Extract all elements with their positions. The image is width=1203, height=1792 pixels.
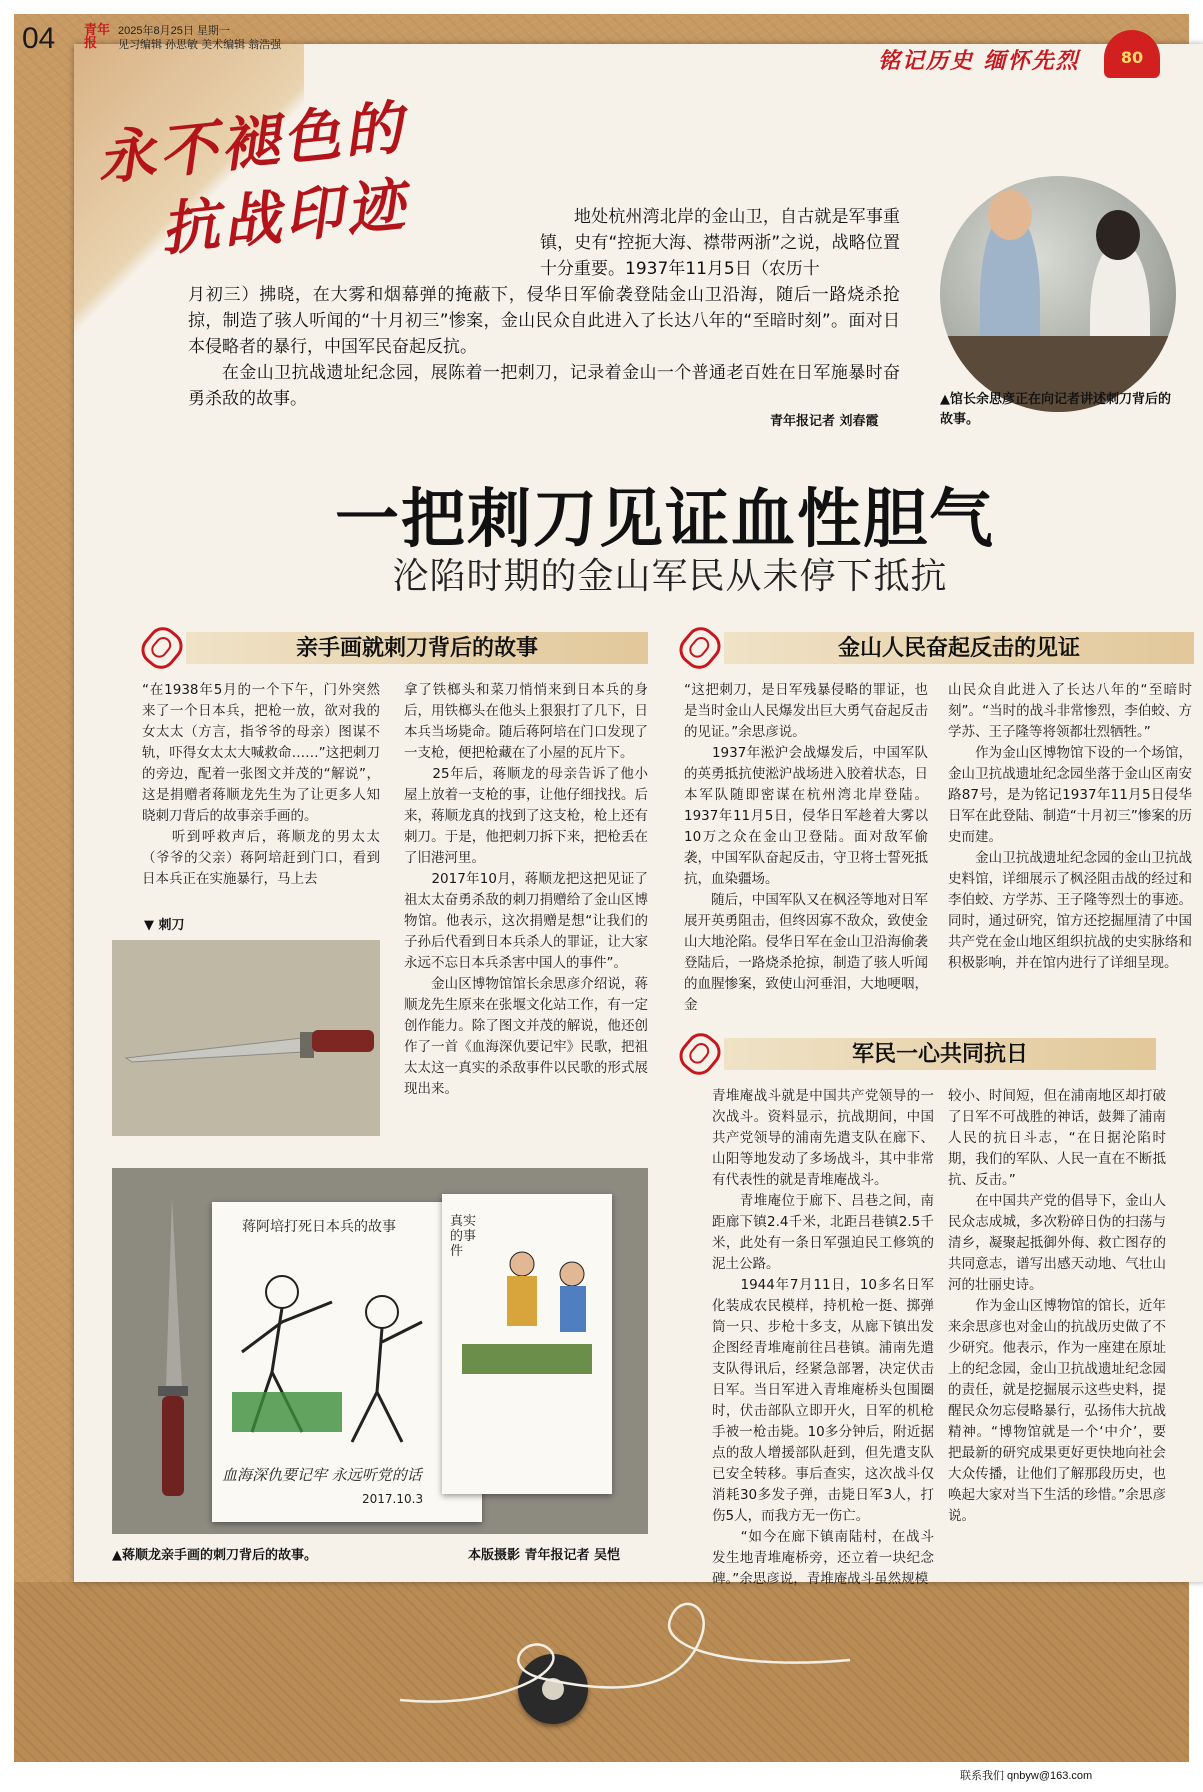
drawing-right-sheet [442, 1194, 612, 1494]
section3-column2: 较小、时间短，但在浦南地区却打破了日军不可战胜的神话，鼓舞了浦南人民的抗日斗志，“在日据沦陷时期，我们的军队、人民一直在不断抵抗、反击。” 在中国共产党的倡导下，金山人民众志成城，多次粉碎日伪的扫荡与清乡，凝聚起抵御外侮、救亡图存的共同意志，谱写出感天动地、气壮山河的壮丽史诗。 作为金山区博物馆的馆长，近年来余思彦也对金山的抗战历史做了不少研究。他表示，作为一座建在原址上的纪念园，金山卫抗战遗址纪念园的责任，就是挖掘展示这些史料，提醒民众勿忘侵略暴行，弘扬伟大抗战精神。“博物馆就是一个‘中介’，要把最新的研究成果更好更快地向社会大众传播，让他们了解那段历史，也唤起大家对当下生活的珍惜。”余思彦说。 [948, 1088, 1166, 1524]
date-line: 2025年8月25日 星期一 [118, 25, 230, 37]
bayonet-photo [112, 940, 380, 1136]
page-number: 04 [22, 22, 56, 55]
intro-paragraph-2: 月初三）拂晓，在大雾和烟幕弹的掩蔽下，侵华日军偷袭登陆金山卫沿海，随后一路烧杀抢掠，制造了骇人听闻的“十月初三”惨案，金山民众自此进入了长达八年的“至暗时刻”。面对日本侵略者的暴行，中国军民奋起反抗。 [188, 285, 900, 357]
section1-column1: “在1938年5月的一个下午，门外突然来了一个日本兵，把枪一放，欲对我的女太太（方言，指爷爷的母亲）图谋不轨，吓得女太太大喊救命……”这把刺刀的旁边，配着一张图文并茂的“解说”，这是捐赠者蒋顺龙先生为了让更多人知晓刺刀背后的故事亲手画的。 听到呼救声后，蒋顺龙的男太太（爷爷的父亲）蒋阿培赶到门口，看到日本兵正在实施暴行，马上去 [142, 682, 380, 887]
drawing-photo [112, 1168, 648, 1534]
section3-column1: 青堆庵战斗就是中国共产党领导的一次战斗。资料显示，抗战期间，中国共产党领导的浦南先遣支队在廊下、山阳等地发动了多场战斗，其中非常有代表性的就是青堆庵战斗。 青堆庵位于廊下、吕巷之间，南距廊下镇2.4千米，北距吕巷镇2.5千米，此处有一条日军强迫民工修筑的泥土公路。 1944年7月11日，10多名日军化装成农民模样，持机枪一挺、掷弹筒一只、步枪十多支，从廊下镇出发企图经青堆庵前往吕巷镇。浦南先遣支队得讯后，经紧急部署，决定伏击日军。当日军进入青堆庵桥头包围圈时，伏击部队立即开火，日军的机枪手被一枪击毙。10多分钟后，附近据点的敌人增援部队赶到，但先遣支队已安全转移。事后查实，这次战斗仅消耗30多发子弹，击毙日军3人，打伤5人，而我方无一伤亡。 “如今在廊下镇南陆村，在战斗发生地青堆庵桥旁，还立着一块纪念碑。”余思彦说，青堆庵战斗虽然规模 [712, 1088, 934, 1587]
header-slogan: 铭记历史 缅怀先烈 [878, 48, 1080, 74]
calligraphy-line2: 抗战印迹 [157, 170, 412, 264]
section3-heading: 军民一心共同抗日 [724, 1038, 1156, 1070]
main-title: 一把刺刀见证血性胆气 [335, 483, 995, 557]
newspaper-logo: 青年报 [84, 23, 111, 51]
section1-column2: 拿了铁榔头和菜刀悄悄来到日本兵的身后，用铁榔头在他头上狠狠打了几下，日本兵当场毙命。随后蒋阿培在门口发现了一支枪，便把枪藏在了小屋的瓦片下。 25年后，蒋顺龙的母亲告诉了他小屋上放着一支枪的事，让他仔细找找。后来，蒋顺龙真的找到了这支枪，枪上还有刺刀。于是，他把刺刀拆下来，把枪丢在了旧港河里。 2017年10月，蒋顺龙把这把见证了祖太太奋勇杀敌的刺刀捐赠给了金山区博物馆。他表示，这次捐赠是想“让我们的子孙后代看到日本兵杀人的罪证，让大家永远不忘日本兵杀害中国人的事件”。 金山区博物馆馆长余思彦介绍说，蒋顺龙先生原来在张堰文化站工作，有一定创作能力。除了图文并茂的解说，他还创作了一首《血海深仇要记牢》民歌，把祖太太这一真实的杀敌事件以民歌的形式展现出来。 [404, 682, 648, 1097]
footer-contact: 联系我们 qnbyw@163.com [960, 1770, 1093, 1782]
curator-head [988, 190, 1032, 240]
section2-column1: “这把刺刀，是日军残暴侵略的罪证，也是当时金山人民爆发出巨大勇气奋起反击的见证。”余思彦说。 1937年淞沪会战爆发后，中国军队的英勇抵抗使淞沪战场进入胶着状态，日本军队随即密谋在杭州湾北岸登陆。1937年11月5日，侵华日军趁着大雾以10万之众在金山卫登陆。面对敌军偷袭，中国军队奋起反击，守卫将士誓死抵抗，血染疆场。 随后，中国军队又在枫泾等地对日军展开英勇阻击，但终因寡不敌众，致使金山大地沦陷。侵华日军在金山卫沿海偷袭登陆后，一路烧杀抢掠，制造了骇人听闻的血腥惨案，致使山河垂泪，大地哽咽，金 [684, 682, 928, 1013]
intro-reporter: 青年报记者 刘春霞 [770, 414, 879, 429]
drawing-figures-icon [442, 1234, 612, 1394]
bayonet-label: ▼ 刺刀 [144, 918, 185, 933]
drawing-caption: ▲蒋顺龙亲手画的刺刀背后的故事。 [112, 1548, 317, 1563]
reporter-head [1096, 210, 1140, 260]
portrait-photo [940, 176, 1176, 412]
portrait-caption: ▲馆长余思彦正在向记者讲述刺刀背后的故事。 [940, 392, 1171, 427]
photo-credit: 本版摄影 青年报记者 吴恺 [468, 1548, 621, 1563]
intro-paragraph-3: 在金山卫抗战遗址纪念园，展陈着一把刺刀，记录着金山一个普通老百姓在日军施暴时奋勇杀敌的故事。 [188, 363, 900, 409]
calligraphy-line1: 永不褪色的 [93, 92, 410, 193]
editors-line: 见习编辑 孙思敏 美术编辑 翁浩强 [118, 39, 282, 51]
anniversary-badge: 80 [1104, 30, 1160, 78]
intro-paragraph-1: 地处杭州湾北岸的金山卫，自古就是军事重镇，史有“控扼大海、襟带两浙”之说，战略位置十分重要。1937年11月5日（农历十 [540, 207, 900, 279]
drawing-date: 2017.10.3 [362, 1492, 424, 1506]
drawing-bottom-text: 血海深仇要记牢 永远听党的话 [222, 1466, 422, 1484]
header-meta [118, 24, 281, 52]
string-icon [380, 1580, 860, 1740]
drawing-right-title: 真实的事件 [450, 1214, 477, 1259]
bayonet-display-icon [122, 1188, 212, 1518]
drawing-left-title: 蒋阿培打死日本兵的故事 [242, 1219, 396, 1235]
section2-heading: 金山人民奋起反击的见证 [724, 632, 1194, 664]
section2-column2: 山民众自此进入了长达八年的“至暗时刻”。“当时的战斗非常惨烈，李伯蛟、方学苏、王子隆等将领都壮烈牺牲。” 作为金山区博物馆下设的一个场馆，金山卫抗战遗址纪念园坐落于金山区南安路87号，是为铭记1937年11月5日侵华日军在此登陆、制造“十月初三”惨案的历史而建。 金山卫抗战遗址纪念园的金山卫抗战史料馆，详细展示了枫泾阻击战的经过和李伯蛟、方学苏、王子隆等烈士的事迹。同时，通过研究，馆方还挖掘厘清了中国共产党在金山地区组织抗战的史实脉络和积极影响，并在馆内进行了详细呈现。 [948, 682, 1192, 971]
section1-heading: 亲手画就刺刀背后的故事 [186, 632, 648, 664]
sub-title: 沦陷时期的金山军民从未停下抵抗 [392, 556, 948, 597]
bayonet-icon [112, 940, 380, 1136]
